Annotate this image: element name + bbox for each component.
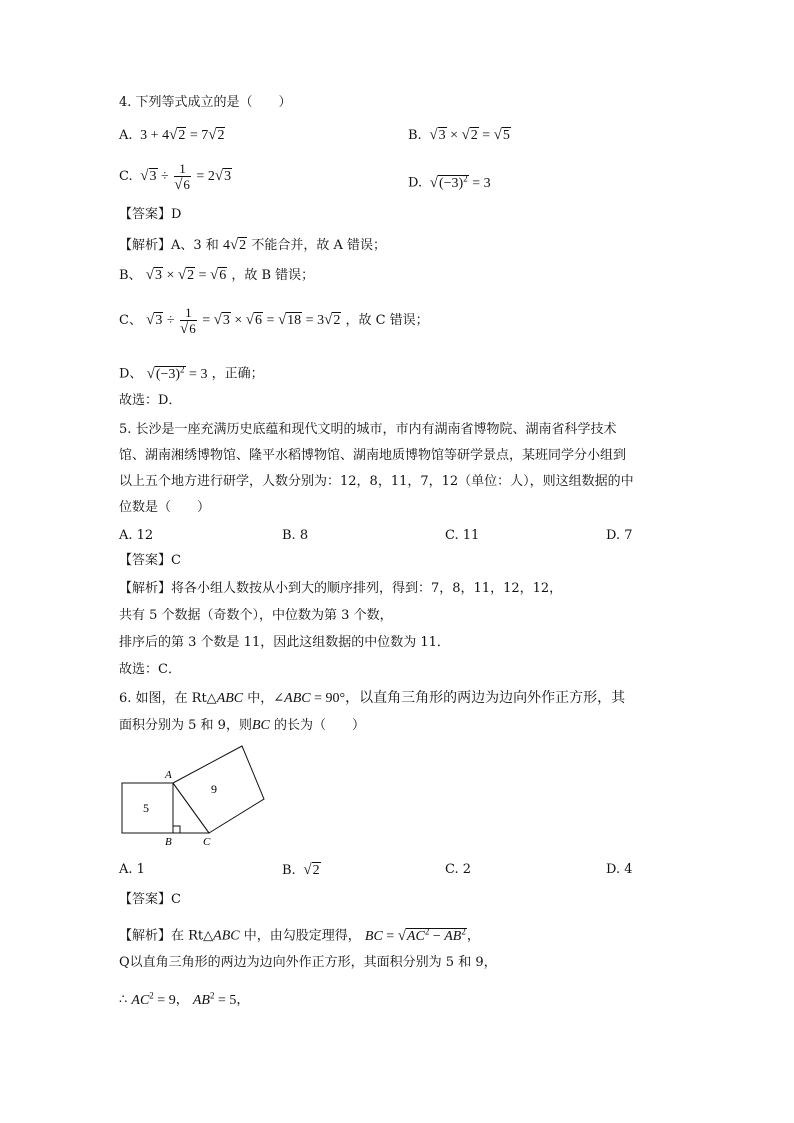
q4-analysis-a <box>119 236 386 255</box>
q6-option-d: D. 4 <box>606 862 633 877</box>
q6-analysis-line3: ∴ $AC^2 = 9$， $AB^2 = 5$， <box>119 990 250 1008</box>
q4-analysis-c-expr: √3 ÷ $\frac{1}{√6}$ = √3 × √6 = √18 = 3√2 <box>146 304 341 337</box>
q6-analysis-ab-squared: $AB^2 = 5$ <box>192 990 237 1008</box>
q6-analysis-ac-squared: $AC^2 = 9$ <box>131 990 176 1008</box>
q4-option-d-label: D. <box>408 175 423 191</box>
q5-conclusion: 故选：C． <box>119 662 181 677</box>
q6-stem-triangle-name: ABC <box>216 691 244 706</box>
q6-therefore-symbol: ∴ <box>119 992 132 1008</box>
q6-option-a: A. 1 <box>119 862 145 877</box>
q4-analysis-d-tail: ，正确； <box>211 366 264 382</box>
q6-analysis-line1: 【解析】在 Rt△ABC 中，由勾股定理得， BC = $√AC^2 - AB^2$， <box>119 926 480 944</box>
q6-stem-line1-part1: 6. 如图，在 Rt△ <box>119 691 217 706</box>
q5-option-a: A. 12 <box>119 528 154 543</box>
q4-option-b <box>408 126 511 145</box>
q4-option-a <box>119 126 225 145</box>
q6-stem-angle-name: ABC <box>284 691 311 706</box>
q6-analysis-line1-part3: 中，由勾股定理得， <box>239 928 361 944</box>
q4-option-a-expr: 3 + 4√2 = 7√2 <box>136 127 225 143</box>
square-left-label: 5 <box>143 801 149 815</box>
q6-stem-line1-part3: 中，∠ <box>243 691 285 706</box>
q4-option-c-expr: √3 ÷ $\frac{1}{√6}$ = 2√3 <box>140 160 232 193</box>
q5-option-c: C. 11 <box>445 528 480 543</box>
q4-analysis-a-tail: 不能合并，故 A 错误； <box>251 238 386 253</box>
q4-option-d <box>408 160 491 202</box>
q4-option-c-label: C. <box>119 169 133 184</box>
q4-option-c <box>119 156 232 197</box>
vertex-c-label: C <box>203 836 211 848</box>
square-right-label: 9 <box>211 782 217 796</box>
q4-option-b-label: B. <box>408 128 422 143</box>
q4-analysis-d-expr: $√(-3)^2 = 3$ <box>146 364 208 382</box>
q4-option-b-expr: √3 × √2 = √5 <box>429 127 510 143</box>
q4-answer: 【答案】D <box>119 207 182 222</box>
q6-stem-segment-bc: BC <box>251 718 270 733</box>
q5-analysis-line2: 共有 5 个数据（奇数个），中位数为第 3 个数， <box>119 608 393 623</box>
q4-analysis-d <box>119 356 264 388</box>
square-area-9 <box>173 746 264 833</box>
q4-analysis-c-head: C、 <box>119 313 142 328</box>
q4-analysis-b-tail: ，故 B 错误； <box>231 268 315 283</box>
right-angle-mark <box>173 826 180 833</box>
q5-answer: 【答案】C <box>119 553 181 568</box>
q4-option-d-expr: $√(-3)^2 = 3$ <box>429 173 491 191</box>
q5-stem-line1: 5. 长沙是一座充满历史底蕴和现代文明的城市，市内有湖南省博物院、湖南省科学技术 <box>119 422 617 437</box>
q5-option-b: B. 8 <box>282 528 309 543</box>
q6-analysis-separator: ， <box>175 992 189 1008</box>
vertex-b-label: B <box>165 836 172 848</box>
q4-conclusion: 故选：D． <box>119 393 182 408</box>
q4-analysis-c-tail: ，故 C 错误； <box>345 313 429 328</box>
q4-analysis-d-head: D、 <box>119 366 143 382</box>
q4-analysis-b-head: B、 <box>119 268 142 283</box>
q4-analysis-b-expr: √3 × √2 = √6 <box>145 267 227 283</box>
q4-analysis-head: 【解析】A、3 和 <box>119 238 219 253</box>
q6-analysis-line1-part1: 【解析】在 Rt△ <box>119 928 214 944</box>
q5-option-d: D. 7 <box>606 528 633 543</box>
q4-analysis-c <box>119 300 429 341</box>
q4-stem: 4. 下列等式成立的是（ ） <box>119 95 292 110</box>
q6-analysis-pythagoras-expr: BC = $√AC^2 - AB^2$ <box>364 926 466 944</box>
q5-analysis-line3: 排序后的第 3 个数是 11，因此这组数据的中位数为 11． <box>119 635 450 650</box>
q6-option-c: C. 2 <box>445 862 472 877</box>
q6-stem-line1 <box>119 690 625 708</box>
q6-figure <box>110 738 280 850</box>
q6-stem-line2-part1: 面积分别为 5 和 9，则 <box>119 718 252 733</box>
q5-stem-line2: 馆、湖南湘绣博物馆、隆平水稻博物馆、湖南地质博物馆等研学景点，某班同学分小组到 <box>119 448 627 463</box>
q4-analysis-b <box>119 266 314 285</box>
q5-stem-line3: 以上五个地方进行研学，人数分别为：12，8，11，7，12（单位：人），则这组数据的中 <box>119 474 634 489</box>
q6-option-b-expr: √2 <box>303 862 320 878</box>
q6-option-b-label: B. <box>282 863 296 878</box>
q6-stem-line2-part3: 的长为（ ） <box>269 718 365 733</box>
q4-option-a-label: A. <box>119 128 133 143</box>
q4-analysis-a-expr: 4√2 <box>222 237 247 253</box>
q6-answer: 【答案】C <box>119 892 181 907</box>
q6-stem-line1-part5: = 90°，以直角三角形的两边为边向外作正方形，其 <box>310 691 626 706</box>
q5-analysis-line1: 【解析】将各小组人数按从小到大的顺序排列，得到：7，8，11，12，12， <box>119 581 563 596</box>
q6-analysis-triangle-name: ABC <box>213 928 240 944</box>
q5-stem-line4: 位数是（ ） <box>119 500 211 515</box>
vertex-a-label: A <box>165 769 172 781</box>
q6-option-b <box>282 861 321 880</box>
q6-analysis-line2: Q以直角三角形的两边为边向外作正方形，其面积分别为 5 和 9， <box>119 955 497 970</box>
q6-stem-line2 <box>119 717 365 735</box>
